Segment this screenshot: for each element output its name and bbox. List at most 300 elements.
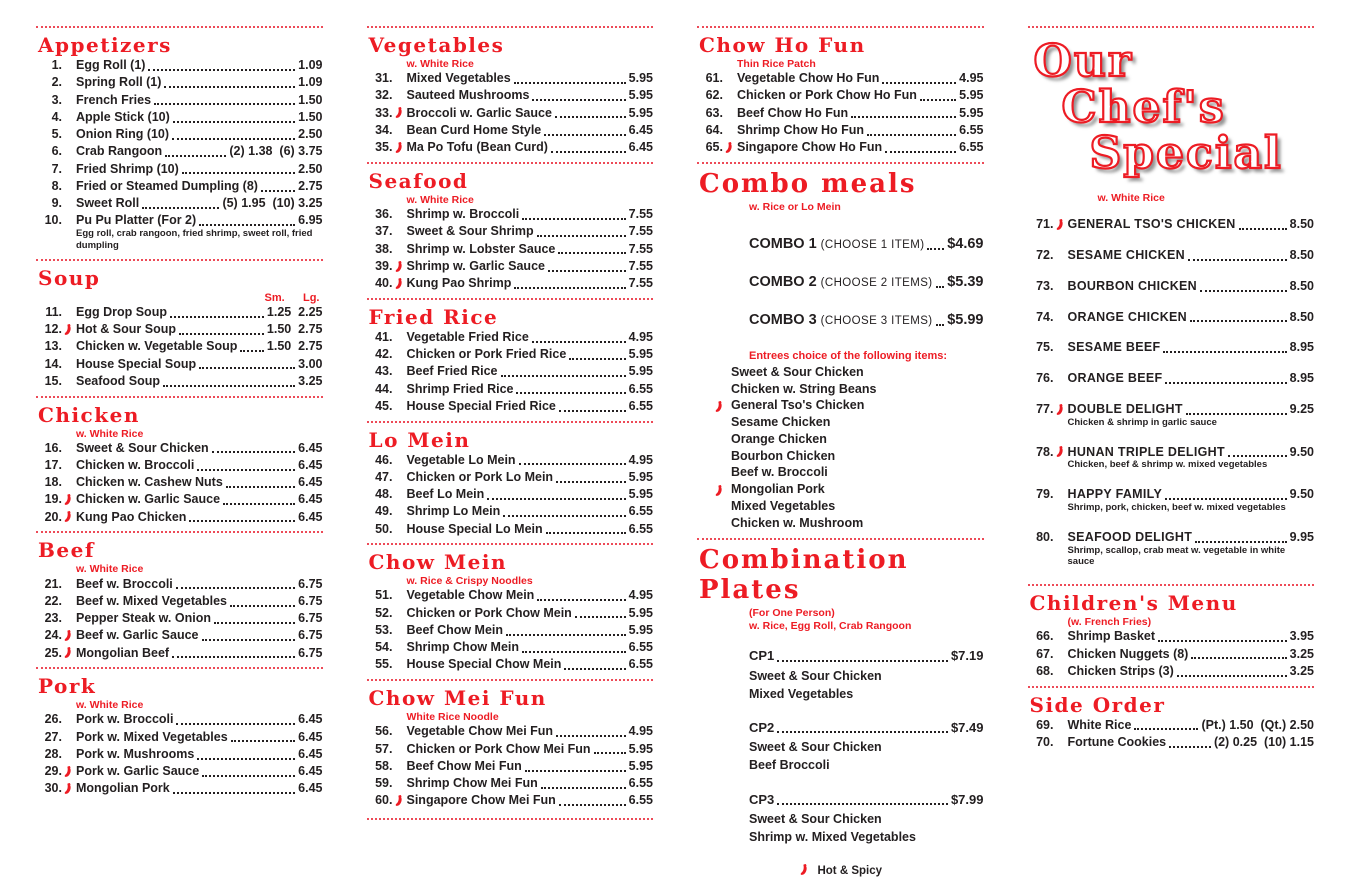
- item-name: House Special Lo Mein: [406, 521, 543, 536]
- spicy-slot: [798, 863, 812, 877]
- dotted-leader: [559, 804, 626, 806]
- section-beef: [36, 531, 323, 660]
- dotted-leader: [503, 515, 625, 517]
- item-price: 3.25: [298, 373, 323, 388]
- chili-icon: [63, 765, 72, 778]
- item-name: Vegetable Chow Mei Fun: [406, 724, 554, 739]
- menu-item: [36, 162, 323, 177]
- item-number: 73.: [1036, 278, 1054, 293]
- menu-item-block: [36, 712, 323, 727]
- dotted-leader: [1169, 746, 1211, 748]
- entree-name: Sweet & Sour Chicken: [731, 364, 864, 379]
- entree-item: [697, 431, 984, 448]
- menu-item: [367, 140, 654, 155]
- item-name: Shrimp Lo Mein: [406, 504, 501, 519]
- menu-item: [36, 458, 323, 473]
- item-name: Sweet Roll: [76, 196, 140, 210]
- item-price: 8.50: [1289, 248, 1314, 263]
- spicy-slot: [1054, 218, 1068, 232]
- menu-column-1: [36, 26, 323, 830]
- dotted-leader: [199, 367, 295, 369]
- dotted-leader: [165, 155, 226, 157]
- chili-icon: [799, 863, 808, 876]
- item-number: 54.: [375, 640, 393, 655]
- item-name: Pork w. Garlic Sauce: [76, 764, 200, 779]
- item-name: Sweet & Sour Shrimp: [406, 224, 534, 239]
- dotted-leader: [176, 587, 295, 589]
- combination-plate: [749, 648, 984, 703]
- menu-item-block: [36, 764, 323, 779]
- section-subtitle: w. White Rice: [76, 427, 144, 440]
- chili-icon: [63, 493, 72, 506]
- item-number: 66.: [1036, 629, 1054, 644]
- dotted-leader: [148, 69, 295, 71]
- plate-entree: Mixed Vegetables: [749, 686, 854, 701]
- dotted-leader: [1177, 675, 1287, 677]
- item-name: Shrimp Basket: [1067, 629, 1156, 644]
- dotted-leader: [514, 82, 626, 84]
- section-combo-meals: [697, 162, 984, 532]
- dotted-leader: [564, 668, 625, 670]
- item-price: 5.95: [628, 71, 653, 86]
- menu-item-block: [36, 441, 323, 456]
- section-subtitle: w. Rice & Crispy Noodles: [406, 575, 533, 588]
- section-vegetables: [367, 26, 654, 155]
- item-number: 68.: [1036, 663, 1054, 678]
- menu-item-block: [1028, 248, 1315, 263]
- menu-item: [697, 71, 984, 86]
- item-price: 5.95: [628, 105, 653, 120]
- spicy-slot: [1054, 403, 1068, 417]
- entree-item: [697, 364, 984, 381]
- item-name: Chicken or Pork Chow Mei Fun: [406, 741, 591, 756]
- dotted-leader: [867, 134, 956, 136]
- menu-item-block: [36, 93, 323, 108]
- item-name: HAPPY FAMILY: [1067, 487, 1163, 502]
- plate-name: CP1: [749, 648, 775, 664]
- dotted-leader: [885, 151, 956, 153]
- item-name: Pork w. Broccoli: [76, 712, 174, 727]
- menu-item: [36, 339, 323, 354]
- menu-item-block: [36, 305, 323, 320]
- menu-item-block: [36, 594, 323, 609]
- section-title: Children's Menu: [1029, 591, 1238, 616]
- item-number: 62.: [705, 88, 723, 103]
- item-name: Sauteed Mushrooms: [406, 88, 530, 103]
- item-number: 58.: [375, 758, 393, 773]
- dotted-leader: [1158, 640, 1287, 642]
- item-number: 16.: [44, 440, 62, 455]
- menu-item: [367, 793, 654, 808]
- item-name: DOUBLE DELIGHT: [1067, 401, 1183, 416]
- item-name: Shrimp Chow Ho Fun: [737, 122, 865, 137]
- item-number: 44.: [375, 381, 393, 396]
- item-price: 1.25 2.25: [266, 304, 323, 319]
- item-name: Pu Pu Platter (For 2): [76, 213, 197, 228]
- spicy-slot: [62, 629, 76, 643]
- spicy-slot: [62, 510, 76, 524]
- item-number: 1.: [51, 58, 62, 72]
- item-price: 3.00: [298, 356, 323, 371]
- section-subtitle: w. White Rice: [76, 699, 144, 712]
- dotted-leader: [882, 82, 956, 84]
- item-price: 4.95: [959, 71, 984, 86]
- item-number: 4.: [51, 109, 62, 124]
- item-number: 7.: [51, 161, 62, 176]
- item-price: 6.45: [298, 746, 323, 761]
- item-price: 5.95: [628, 347, 653, 361]
- item-price: 9.50: [1289, 487, 1314, 502]
- item-price: 6.55: [959, 122, 984, 137]
- menu-item: [367, 640, 654, 655]
- item-name: French Fries: [76, 92, 152, 107]
- menu-item: [367, 207, 654, 222]
- item-number: 5.: [51, 127, 62, 141]
- item-name: Bean Curd Home Style: [406, 122, 542, 137]
- dotted-leader: [851, 116, 956, 118]
- item-price: 6.45: [298, 457, 323, 472]
- item-price: 5.95: [628, 605, 653, 620]
- chili-icon: [714, 484, 723, 497]
- menu-item-block: [1028, 340, 1315, 355]
- item-name: Chicken or Pork Chow Ho Fun: [737, 88, 917, 103]
- chili-icon: [394, 277, 403, 290]
- menu-item-block: [367, 759, 654, 774]
- dotted-leader: [142, 207, 219, 209]
- item-number: 47.: [375, 469, 393, 484]
- section-chicken: [36, 396, 323, 525]
- item-name: Vegetable Lo Mein: [406, 452, 516, 467]
- item-name: Shrimp w. Lobster Sauce: [406, 241, 556, 256]
- spicy-slot: [62, 646, 76, 660]
- item-number: 26.: [44, 712, 62, 727]
- plate-name: CP3: [749, 791, 775, 807]
- item-price: 6.95: [298, 213, 323, 228]
- menu-item: [1028, 647, 1315, 662]
- menu-item: [36, 213, 323, 228]
- dotted-leader: [163, 385, 295, 387]
- item-price: 9.95: [1289, 529, 1314, 544]
- item-price: 2.50: [298, 127, 323, 141]
- menu-item: [367, 364, 654, 379]
- menu-item: [36, 110, 323, 125]
- menu-item-block: [367, 276, 654, 291]
- dotted-leader: [172, 656, 295, 658]
- dotted-leader: [556, 481, 626, 483]
- dotted-leader: [777, 731, 948, 733]
- menu-item: [36, 730, 323, 745]
- menu-item: [1028, 664, 1315, 679]
- menu-item-block: [36, 144, 323, 159]
- menu-item: [36, 594, 323, 609]
- spicy-slot: [1054, 445, 1068, 459]
- menu-item: [36, 712, 323, 727]
- item-number: 65.: [705, 140, 723, 155]
- dotted-leader: [555, 116, 626, 118]
- menu-item: [36, 510, 323, 525]
- item-name: Fried or Steamed Dumpling (8): [76, 178, 258, 193]
- item-name: Singapore Chow Ho Fun: [737, 140, 883, 155]
- item-number: 76.: [1036, 371, 1054, 386]
- menu-item-block: [1028, 530, 1315, 569]
- item-number: 71.: [1036, 217, 1054, 232]
- dotted-leader: [202, 775, 295, 777]
- dotted-leader: [1165, 498, 1287, 500]
- menu-item-block: [367, 330, 654, 345]
- item-price: 2.50: [298, 161, 323, 176]
- item-number: 55.: [375, 657, 393, 672]
- dotted-leader: [487, 498, 625, 500]
- menu-item-block: [36, 127, 323, 142]
- menu-item: [36, 374, 323, 389]
- menu-item-block: [36, 577, 323, 592]
- item-description: Chicken, beef & shrimp w. mixed vegetables: [1067, 459, 1268, 471]
- dotted-leader: [1134, 728, 1198, 730]
- item-number: 22.: [44, 593, 62, 608]
- item-name: Fried Shrimp (10): [76, 161, 179, 176]
- item-number: 69.: [1036, 717, 1054, 732]
- combo-item: [749, 236, 984, 252]
- item-number: 78.: [1036, 444, 1054, 459]
- item-number: 63.: [705, 105, 723, 120]
- item-number: 64.: [705, 122, 723, 137]
- dotted-leader: [1163, 351, 1286, 353]
- combo-price: $5.99: [947, 311, 984, 328]
- section-title: Chow Ho Fun: [699, 33, 866, 57]
- item-number: 51.: [375, 588, 393, 603]
- item-number: 42.: [375, 347, 393, 361]
- item-price: 5.95: [628, 364, 653, 379]
- dotted-leader: [546, 532, 626, 534]
- plate-entree: Beef Broccoli: [749, 758, 830, 773]
- chili-icon: [394, 106, 403, 119]
- item-name: Beef w. Garlic Sauce: [76, 628, 199, 643]
- chefs-special-title-line: Special: [1089, 127, 1283, 179]
- plate-price: $7.99: [950, 791, 984, 807]
- chili-icon: [714, 400, 723, 413]
- menu-item: [697, 140, 984, 155]
- item-number: 45.: [375, 398, 393, 413]
- menu-item-block: [367, 123, 654, 138]
- item-number: 9.: [51, 196, 62, 210]
- item-name: Vegetable Fried Rice: [406, 329, 529, 344]
- section-title: Soup: [38, 265, 101, 290]
- item-price: 9.25: [1289, 401, 1314, 416]
- menu-item: [697, 123, 984, 138]
- menu-item-block: [36, 162, 323, 177]
- dotted-leader: [197, 469, 295, 471]
- menu-item-block: [367, 106, 654, 121]
- combination-plate: [749, 720, 984, 775]
- menu-item: [36, 628, 323, 643]
- item-number: 11.: [45, 304, 62, 319]
- menu-item: [1028, 487, 1315, 502]
- item-number: 80.: [1036, 529, 1054, 544]
- section-title: Pork: [38, 674, 97, 699]
- item-name: BOURBON CHICKEN: [1067, 278, 1197, 293]
- dotted-leader: [189, 520, 295, 522]
- item-name: Chicken w. Garlic Sauce: [76, 492, 221, 507]
- section-combination-plates: [697, 538, 984, 877]
- menu-item-block: [1028, 664, 1315, 679]
- menu-item: [367, 259, 654, 274]
- item-name: ORANGE BEEF: [1067, 371, 1163, 386]
- item-number: 17.: [44, 457, 62, 472]
- menu-item: [36, 127, 323, 142]
- menu-item: [36, 492, 323, 507]
- section-subtitle: w. Rice or Lo Mein: [749, 200, 841, 213]
- dotted-leader: [261, 190, 295, 192]
- item-name: White Rice: [1067, 717, 1132, 732]
- item-price: 8.95: [1289, 371, 1314, 386]
- section-title: Chow Mein: [368, 550, 507, 575]
- spicy-slot: [393, 794, 407, 808]
- menu-item: [36, 196, 323, 211]
- menu-item: [367, 470, 654, 485]
- entree-item: [697, 464, 984, 481]
- menu-item: [36, 357, 323, 372]
- entree-item: [697, 381, 984, 398]
- menu-item: [36, 305, 323, 320]
- item-number: 32.: [375, 88, 393, 103]
- menu-item: [367, 382, 654, 397]
- section-title: Vegetables: [368, 33, 505, 57]
- menu-item: [367, 522, 654, 537]
- menu-item: [367, 88, 654, 103]
- dotted-leader: [777, 803, 948, 805]
- item-number: 10.: [44, 213, 62, 228]
- section-title: Lo Mein: [368, 427, 471, 452]
- item-price: 5.95: [628, 741, 653, 756]
- item-number: 25.: [44, 645, 62, 660]
- spicy-slot: [697, 484, 731, 498]
- item-number: 23.: [44, 611, 62, 625]
- item-name: Crab Rangoon: [76, 144, 163, 159]
- spicy-slot: [62, 765, 76, 779]
- combo-item: [749, 274, 984, 290]
- item-name: Apple Stick (10): [76, 109, 170, 124]
- item-price: 5.95: [628, 622, 653, 637]
- item-price: 6.55: [628, 398, 653, 413]
- item-number: 20.: [44, 509, 62, 524]
- menu-item: [367, 224, 654, 239]
- dotted-leader: [569, 358, 625, 360]
- entree-item: [697, 481, 984, 498]
- chili-icon: [63, 782, 72, 795]
- dotted-leader: [516, 392, 625, 394]
- item-price: 7.55: [628, 241, 653, 256]
- item-description: Chicken & shrimp in garlic sauce: [1067, 416, 1217, 428]
- menu-item-block: [367, 224, 654, 239]
- entree-name: Mixed Vegetables: [731, 498, 836, 513]
- item-number: 19.: [44, 492, 62, 507]
- item-number: 31.: [375, 71, 393, 86]
- section-subtitle: w. White Rice: [406, 58, 474, 70]
- dotted-leader: [936, 324, 945, 326]
- section-subtitle: w. White Rice: [76, 563, 144, 576]
- dotted-leader: [231, 740, 295, 742]
- menu-item: [1028, 445, 1315, 460]
- item-name: Beef Lo Mein: [406, 487, 485, 501]
- item-number: 40.: [375, 276, 393, 290]
- section-chow-mei-fun: [367, 679, 654, 819]
- section-subtitle: w. White Rice: [1097, 192, 1165, 205]
- menu-item: [367, 742, 654, 757]
- chili-icon: [394, 260, 403, 273]
- item-price: 1.09: [298, 75, 323, 90]
- menu-item-block: [36, 357, 323, 372]
- dotted-leader: [226, 486, 295, 488]
- item-price: 6.75: [298, 628, 323, 643]
- item-price: 6.45: [298, 440, 323, 455]
- menu-item-block: [367, 487, 654, 502]
- menu-item: [36, 322, 323, 337]
- spicy-slot: [393, 106, 407, 120]
- menu-item-block: [36, 339, 323, 354]
- menu-item-block: [697, 106, 984, 121]
- item-price: 6.55: [959, 140, 984, 155]
- menu-item: [1028, 629, 1315, 644]
- menu-item: [367, 487, 654, 502]
- plate-row: [749, 792, 984, 807]
- size-column-headers: Sm. Lg.: [264, 291, 320, 304]
- menu-item-block: [1028, 217, 1315, 232]
- dotted-leader: [1165, 382, 1286, 384]
- dotted-leader: [551, 151, 626, 153]
- entree-item: [697, 448, 984, 465]
- menu-item-block: [36, 475, 323, 490]
- dotted-leader: [506, 634, 626, 636]
- item-name: Singapore Chow Mei Fun: [406, 793, 556, 808]
- section-title: Side Order: [1029, 692, 1166, 717]
- dotted-leader: [197, 758, 295, 760]
- item-number: 18.: [44, 475, 62, 490]
- item-price: 6.45: [628, 122, 653, 137]
- plate-price: $7.49: [950, 720, 984, 735]
- item-number: 43.: [375, 364, 393, 379]
- menu-column-3: [697, 26, 984, 877]
- item-description: Shrimp, pork, chicken, beef w. mixed vegetables: [1067, 501, 1286, 513]
- menu-item: [36, 747, 323, 762]
- section-subtitle: (For One Person): [749, 607, 835, 620]
- item-number: 48.: [375, 487, 393, 501]
- item-number: 29.: [44, 764, 62, 779]
- chili-icon: [1055, 218, 1064, 231]
- menu-item-block: [367, 453, 654, 468]
- item-number: 36.: [375, 207, 393, 221]
- plate-name: CP2: [749, 720, 775, 735]
- dotted-leader: [522, 218, 625, 220]
- section-title: Seafood: [368, 168, 469, 193]
- item-number: 13.: [44, 339, 62, 354]
- menu-item-block: [36, 492, 323, 507]
- spicy-slot: [393, 260, 407, 274]
- plate-price: $7.19: [950, 648, 984, 664]
- item-name: Egg Roll (1): [76, 58, 146, 72]
- section-title: Appetizers: [38, 33, 172, 57]
- item-price: 7.55: [628, 207, 653, 221]
- section-chow-ho-fun: [697, 26, 984, 155]
- menu-item-block: [367, 207, 654, 222]
- combo-choose-note: (CHOOSE 1 ITEM): [820, 238, 925, 251]
- menu-item: [36, 93, 323, 108]
- menu-item: [367, 276, 654, 291]
- menu-item: [367, 347, 654, 362]
- item-number: 33.: [375, 105, 393, 120]
- item-price: 3.25: [1289, 663, 1314, 678]
- entree-item: [697, 414, 984, 431]
- entree-name: Chicken w. String Beans: [731, 381, 877, 396]
